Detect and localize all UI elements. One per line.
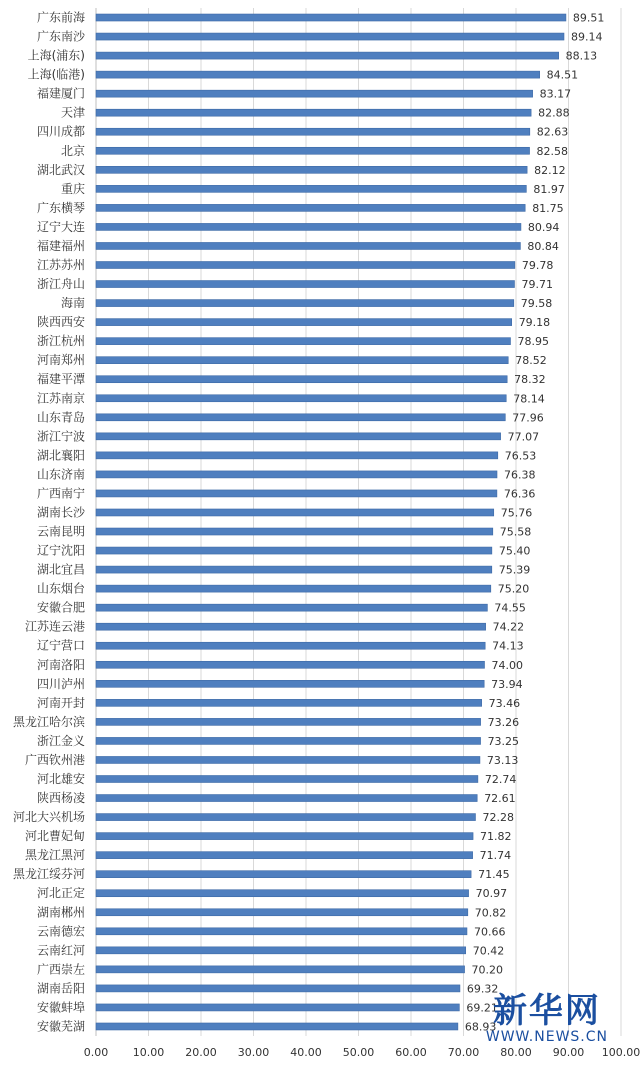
bar	[96, 166, 527, 173]
value-label: 75.76	[500, 506, 533, 520]
bar	[96, 128, 530, 135]
bar	[96, 623, 486, 630]
category-label: 浙江舟山	[36, 277, 85, 292]
category-label: 黑龙江黑河	[24, 848, 85, 863]
value-label: 84.51	[546, 68, 579, 82]
bar	[96, 109, 531, 116]
category-label: 河北大兴机场	[12, 810, 85, 825]
value-label: 89.51	[572, 11, 605, 25]
value-label: 82.88	[538, 106, 570, 120]
bar	[96, 871, 471, 878]
category-label: 陕西西安	[36, 315, 85, 330]
category-label: 黑龙江哈尔滨	[12, 714, 85, 729]
bar	[96, 300, 514, 307]
bar	[96, 909, 468, 916]
x-tick-label: 90.00	[552, 1046, 585, 1059]
value-label: 70.82	[474, 906, 507, 920]
value-label: 79.58	[520, 297, 553, 311]
bar	[96, 718, 481, 725]
value-label: 75.58	[499, 525, 532, 539]
category-label: 云南德宏	[36, 924, 85, 939]
value-label: 82.58	[536, 144, 569, 158]
bar	[96, 204, 525, 211]
category-label: 山东济南	[36, 467, 85, 482]
value-label: 75.20	[497, 582, 530, 596]
category-label: 湖北武汉	[36, 162, 85, 177]
value-label: 73.94	[491, 677, 523, 691]
grid-lines	[96, 8, 621, 1036]
value-label: 79.18	[518, 316, 551, 330]
bar	[96, 928, 467, 935]
x-tick-label: 10.00	[132, 1046, 165, 1059]
value-label: 70.66	[473, 925, 506, 939]
category-label: 江苏连云港	[24, 619, 85, 634]
category-label: 陕西杨凌	[36, 791, 85, 806]
value-label: 78.32	[514, 373, 546, 387]
category-label: 安徽蚌埠	[36, 1000, 85, 1015]
bar	[96, 185, 526, 192]
value-label: 68.93	[464, 1020, 497, 1034]
category-label: 浙江金义	[36, 733, 85, 748]
bar	[96, 52, 559, 59]
x-tick-label: 20.00	[185, 1046, 217, 1059]
bar	[96, 776, 478, 783]
value-label: 74.55	[494, 601, 526, 615]
category-label: 江苏苏州	[36, 258, 85, 272]
value-label: 72.74	[484, 773, 517, 786]
bar	[96, 471, 497, 478]
category-label: 广东南沙	[36, 29, 85, 44]
xinhua-watermark	[486, 993, 608, 1045]
x-axis-ticks	[84, 1046, 641, 1059]
category-label: 安徽合肥	[36, 600, 85, 615]
bar	[96, 985, 460, 992]
category-label: 上海(临港)	[27, 67, 85, 82]
value-label: 82.12	[534, 163, 566, 177]
category-label: 黑龙江绥芬河	[12, 867, 85, 882]
x-tick-label: 60.00	[395, 1046, 427, 1059]
value-label: 71.74	[479, 849, 512, 863]
category-label: 天津	[60, 105, 85, 120]
value-label: 69.21	[466, 1001, 498, 1015]
bar	[96, 509, 494, 516]
value-label: 88.13	[565, 49, 598, 63]
bar	[96, 795, 477, 802]
bar	[96, 223, 521, 230]
x-tick-label: 80.00	[500, 1046, 532, 1059]
value-label: 75.39	[498, 563, 531, 577]
value-label: 73.26	[487, 715, 520, 729]
bar	[96, 947, 466, 954]
bar	[96, 642, 485, 649]
value-label: 73.13	[486, 753, 519, 767]
bar	[96, 604, 487, 611]
value-label: 78.14	[513, 392, 545, 406]
category-label: 云南红河	[36, 943, 85, 958]
category-label: 浙江宁波	[36, 429, 85, 444]
bar	[96, 585, 491, 592]
bar	[96, 737, 481, 744]
category-label: 江苏南京	[36, 391, 85, 406]
value-label: 76.36	[503, 487, 536, 501]
value-label: 74.13	[492, 639, 524, 653]
bar	[96, 566, 492, 573]
bar	[96, 319, 512, 326]
category-label: 广东横琴	[36, 200, 85, 215]
value-label: 79.71	[521, 278, 553, 292]
value-label: 72.61	[484, 792, 516, 806]
bar	[96, 33, 564, 40]
category-label: 辽宁大连	[36, 219, 85, 234]
bar	[96, 699, 482, 706]
value-label: 71.45	[478, 868, 510, 882]
category-label: 福建福州	[36, 238, 85, 253]
category-label: 北京	[60, 143, 85, 158]
category-label: 上海(浦东)	[27, 48, 85, 63]
x-tick-label: 40.00	[290, 1046, 322, 1059]
watermark-title: 新华网	[492, 991, 601, 1031]
value-label: 81.97	[533, 182, 565, 196]
category-label: 福建厦门	[36, 86, 85, 101]
category-label: 云南昆明	[36, 524, 85, 539]
bar	[96, 814, 475, 821]
category-label: 湖南郴州	[36, 905, 85, 920]
category-label: 四川成都	[36, 124, 85, 139]
category-label: 广东前海	[36, 10, 85, 25]
category-label: 浙江杭州	[36, 334, 85, 349]
bar	[96, 338, 510, 345]
category-label: 湖南岳阳	[36, 981, 85, 996]
value-label: 69.32	[466, 982, 499, 996]
category-labels	[13, 10, 86, 1034]
category-label: 河北雄安	[36, 772, 85, 786]
watermark-url: WWW.NEWS.CN	[485, 1029, 608, 1045]
value-label: 70.97	[475, 887, 508, 901]
bar	[96, 547, 492, 554]
category-label: 湖北襄阳	[36, 448, 85, 463]
category-label: 广西钦州港	[24, 752, 85, 767]
category-label: 福建平潭	[36, 372, 85, 387]
value-label: 80.84	[527, 239, 559, 253]
value-label: 76.38	[503, 468, 536, 482]
bar	[96, 890, 469, 897]
value-label: 82.63	[536, 125, 569, 139]
bar	[96, 756, 480, 763]
category-label: 海南	[60, 296, 85, 311]
category-label: 辽宁营口	[36, 638, 85, 653]
value-label: 77.07	[507, 430, 540, 444]
value-label: 70.42	[472, 944, 505, 958]
value-label: 80.94	[527, 220, 560, 234]
bar	[96, 147, 530, 154]
bar	[96, 281, 514, 288]
x-tick-label: 30.00	[237, 1046, 270, 1059]
bar	[96, 1023, 458, 1030]
category-label: 广西崇左	[36, 962, 85, 977]
category-label: 湖北宜昌	[36, 562, 85, 577]
x-tick-label: 100.00	[601, 1046, 641, 1059]
value-label: 78.52	[515, 354, 547, 368]
category-label: 辽宁沈阳	[36, 543, 85, 558]
value-label: 83.17	[539, 87, 572, 101]
value-label: 77.96	[512, 411, 544, 425]
value-label: 73.25	[487, 734, 520, 748]
value-label: 74.22	[492, 620, 525, 634]
bar	[96, 1004, 459, 1011]
value-labels	[465, 12, 605, 1034]
x-tick-label: 0.00	[83, 1046, 109, 1059]
value-label: 78.95	[517, 335, 549, 349]
value-label: 74.00	[491, 658, 523, 672]
category-label: 山东青岛	[36, 410, 85, 425]
bar	[96, 14, 566, 21]
bar	[96, 395, 506, 402]
category-label: 重庆	[60, 181, 85, 196]
category-label: 河北正定	[36, 886, 85, 901]
category-label: 河南开封	[36, 695, 85, 710]
bar	[96, 357, 508, 364]
bar	[96, 661, 485, 668]
value-label: 76.53	[504, 449, 537, 463]
x-tick-label: 50.00	[342, 1046, 375, 1059]
bar	[96, 452, 498, 459]
category-label: 四川泸州	[36, 676, 85, 691]
value-label: 89.14	[570, 30, 603, 44]
value-label: 81.75	[532, 201, 564, 215]
bar	[96, 833, 473, 840]
bar	[96, 414, 505, 421]
category-label: 河北曹妃甸	[24, 829, 85, 844]
bar	[96, 528, 493, 535]
category-label: 湖南长沙	[36, 505, 85, 520]
value-label: 72.28	[482, 811, 514, 825]
category-label: 广西南宁	[36, 486, 85, 501]
bar	[96, 262, 515, 269]
bar	[96, 490, 497, 497]
value-label: 75.40	[498, 544, 531, 558]
bar	[96, 433, 501, 440]
category-label: 山东烟台	[36, 581, 85, 596]
value-label: 79.78	[521, 259, 554, 272]
value-label: 71.82	[480, 830, 512, 844]
bar	[96, 966, 465, 973]
bar	[96, 242, 520, 249]
category-label: 河南洛阳	[36, 657, 85, 672]
bar	[96, 680, 484, 687]
value-label: 70.20	[471, 963, 504, 977]
category-label: 河南郑州	[36, 353, 85, 368]
bar	[96, 852, 473, 859]
category-label: 安徽芜湖	[36, 1019, 85, 1034]
bar	[96, 90, 533, 97]
value-label: 73.46	[488, 696, 521, 710]
bar	[96, 71, 540, 78]
x-tick-label: 70.00	[447, 1046, 480, 1059]
bar	[96, 376, 507, 383]
